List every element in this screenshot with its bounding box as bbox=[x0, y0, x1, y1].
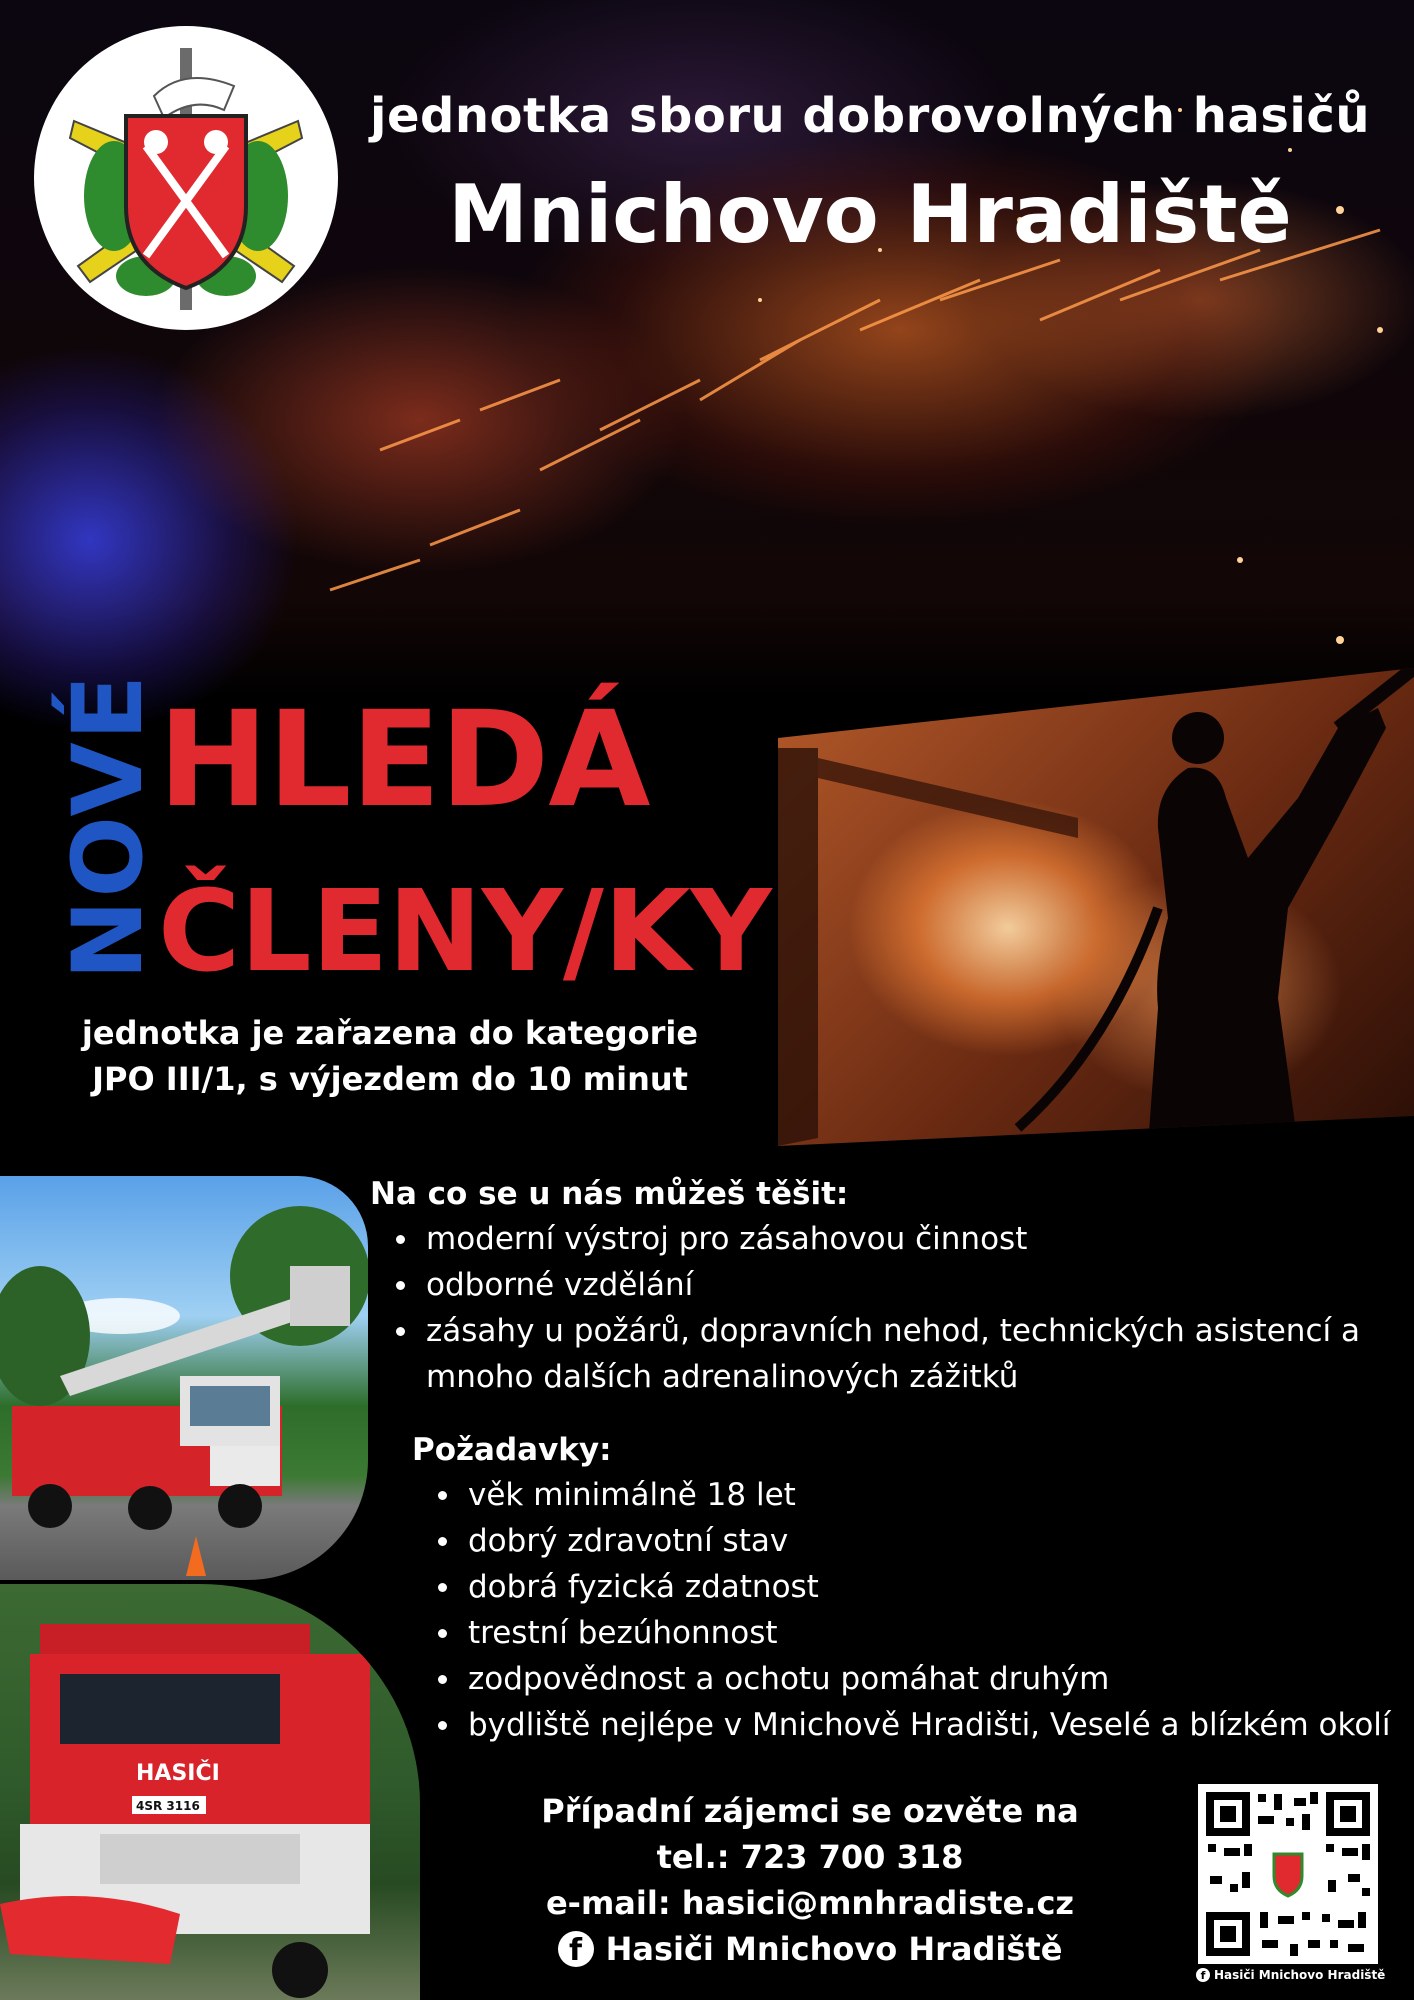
list-item: věk minimálně 18 let bbox=[430, 1472, 1410, 1518]
list-item: moderní výstroj pro zásahovou činnost bbox=[388, 1216, 1388, 1262]
facebook-link[interactable] bbox=[470, 1926, 1150, 1972]
contact-email[interactable]: e-mail: hasici@mnhradiste.cz bbox=[545, 1884, 1075, 1922]
headline-vertical: NOVÉ bbox=[52, 672, 164, 980]
facebook-icon: f bbox=[1196, 1968, 1210, 1982]
list-item: odborné vzdělání bbox=[388, 1262, 1388, 1308]
header-title: Mnichovo Hradiště bbox=[448, 168, 1292, 261]
truck-plate: 4SR 3116 bbox=[136, 1799, 200, 1813]
list-item: bydliště nejlépe v Mnichově Hradišti, Veselé a blízkém okolí bbox=[430, 1702, 1410, 1748]
list-item: dobrý zdravotní stav bbox=[430, 1518, 1410, 1564]
list-item: dobrá fyzická zdatnost bbox=[430, 1564, 1410, 1610]
facebook-page-name: Hasiči Mnichovo Hradiště bbox=[605, 1930, 1063, 1968]
firefighter-photo bbox=[778, 668, 1414, 1146]
contact-phone[interactable]: tel.: 723 700 318 bbox=[656, 1838, 964, 1876]
requirements-list bbox=[430, 1472, 1410, 1748]
ladder-truck-photo bbox=[0, 1176, 368, 1580]
qr-code[interactable] bbox=[1198, 1784, 1378, 1964]
category-line2: JPO III/1, s výjezdem do 10 minut bbox=[92, 1060, 688, 1098]
headline-members: ČLENY/KY bbox=[158, 867, 772, 997]
list-item: trestní bezúhonnost bbox=[430, 1610, 1410, 1656]
header-subtitle: jednotka sboru dobrovolných hasičů bbox=[369, 88, 1370, 144]
category-line1: jednotka je zařazena do kategorie bbox=[81, 1014, 699, 1052]
qr-caption-text: Hasiči Mnichovo Hradiště bbox=[1214, 1968, 1386, 1982]
requirements-title: Požadavky: bbox=[412, 1432, 612, 1468]
contact-intro: Případní zájemci se ozvěte na bbox=[541, 1792, 1079, 1830]
contact-block bbox=[470, 1788, 1150, 1972]
unit-category bbox=[60, 1010, 720, 1102]
list-item: zodpovědnost a ochotu pomáhat druhým bbox=[430, 1656, 1410, 1702]
facebook-icon: f bbox=[558, 1931, 594, 1967]
benefits-title: Na co se u nás můžeš těšit: bbox=[370, 1176, 849, 1212]
qr-caption bbox=[1196, 1968, 1386, 1982]
headline-main: HLEDÁ bbox=[158, 683, 650, 837]
fire-truck-photo bbox=[0, 1584, 420, 2000]
fire-brigade-emblem bbox=[34, 26, 338, 330]
truck-label: HASIČI bbox=[136, 1761, 220, 1786]
list-item: zásahy u požárů, dopravních nehod, technických asistencí a mnoho dalších adrenalinových zážitků bbox=[388, 1308, 1388, 1400]
benefits-list bbox=[388, 1216, 1388, 1400]
